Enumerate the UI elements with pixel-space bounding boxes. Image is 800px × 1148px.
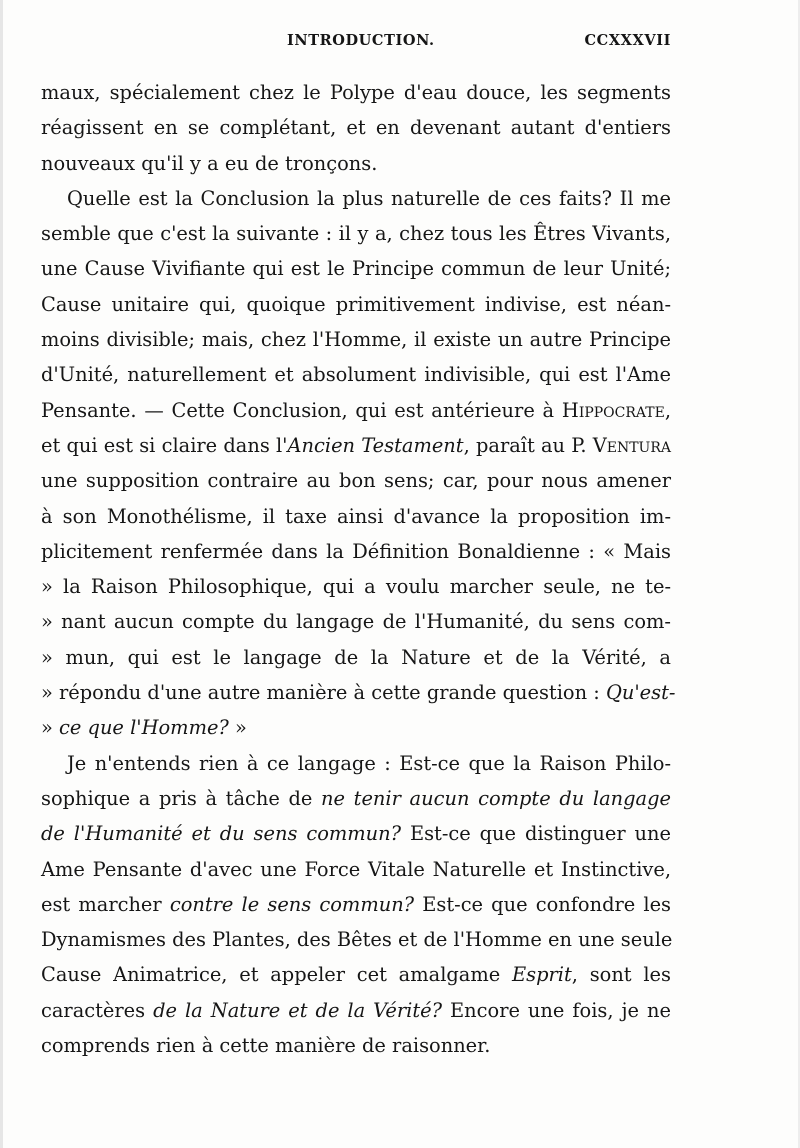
text-line: [41, 428, 671, 463]
running-head-title: INTRODUCTION.: [287, 32, 435, 49]
small-caps-name: Ventura: [592, 433, 671, 457]
text-run: Est-ce que distinguer une: [401, 822, 671, 846]
page-number: CCXXXVII: [584, 32, 671, 49]
text-line: [41, 534, 671, 569]
text-line: [41, 216, 671, 251]
small-caps-name: Hippocrate: [561, 398, 665, 422]
text-line: [41, 322, 671, 357]
text-line: [41, 357, 671, 392]
text-line: [41, 75, 671, 110]
italic-text: ne tenir aucun compte du langage: [321, 786, 671, 810]
text-run: Encore une fois, je ne: [442, 998, 671, 1022]
text-line: [41, 746, 671, 781]
text-run: d'Unité, naturellement et absolument indivisible, qui est l'Ame: [41, 363, 671, 387]
text-run: Cause Animatrice, et appeler cet amalgame: [41, 963, 512, 987]
text-line: [41, 1028, 671, 1063]
body-text: [41, 75, 676, 1063]
italic-text: contre le sens commun?: [169, 892, 415, 916]
text-line: [41, 499, 671, 534]
text-line: [41, 993, 671, 1028]
text-run: Cause unitaire qui, quoique primitivement indivise, est néan-: [41, 292, 671, 316]
text-line: [41, 675, 676, 710]
text-run: semble que c'est la suivante : il y a, chez tous les Êtres Vivants,: [41, 222, 671, 246]
italic-text: de la Nature et de la Vérité?: [153, 998, 443, 1022]
italic-text: ce que l'Homme?: [59, 716, 229, 740]
text-line: [41, 887, 671, 922]
text-line: [41, 569, 671, 604]
text-run: moins divisible; mais, chez l'Homme, il existe un autre Principe: [41, 328, 671, 352]
text-run: plicitement renfermée dans la Définition Bonaldienne : « Mais: [41, 539, 671, 563]
text-line: [41, 393, 671, 428]
text-line: [41, 710, 671, 745]
text-line: [41, 110, 671, 145]
text-run: » répondu d'une autre manière à cette grande question :: [41, 681, 606, 705]
text-run: maux, spécialement chez le Polype d'eau douce, les segments: [41, 81, 671, 104]
text-run: , paraît au P.: [463, 433, 593, 457]
text-line: [41, 922, 671, 957]
text-run: Pensante. — Cette Conclusion, qui est antérieure à: [41, 398, 562, 422]
text-run: comprends rien à cette manière de raisonner.: [41, 1034, 491, 1058]
text-run: » mun, qui est le langage de la Nature et de la Vérité, a: [41, 645, 671, 669]
text-run: »: [41, 716, 60, 740]
text-run: » la Raison Philosophique, qui a voulu marcher seule, ne te-: [41, 575, 671, 599]
text-run: » nant aucun compte du langage de l'Humanité, du sens com-: [41, 610, 671, 634]
text-run: , sont les: [571, 963, 671, 987]
text-line: [41, 640, 671, 675]
text-line: [41, 181, 671, 216]
text-run: est marcher: [41, 892, 170, 916]
text-run: Quelle est la Conclusion la plus naturelle de ces faits? Il me: [67, 186, 671, 210]
text-line: [41, 781, 671, 816]
running-head: [41, 32, 671, 54]
text-run: Ame Pensante d'avec une Force Vitale Naturelle et Instinctive,: [41, 857, 671, 881]
text-run: à son Monothélisme, il taxe ainsi d'avance la proposition im-: [41, 504, 671, 528]
text-run: caractères: [41, 998, 154, 1022]
italic-text: Ancien Testament: [287, 433, 464, 457]
text-line: [41, 146, 671, 181]
italic-text: Esprit: [511, 963, 572, 987]
text-line: [41, 251, 671, 286]
text-run: réagissent en se complétant, et en devenant autant d'entiers: [41, 116, 671, 140]
text-run: nouveaux qu'il y a eu de tronçons.: [41, 151, 378, 175]
text-run: ,: [664, 398, 671, 422]
italic-text: de l'Humanité et du sens commun?: [41, 822, 402, 846]
text-line: [41, 816, 671, 851]
text-run: Dynamismes des Plantes, des Bêtes et de l'Homme en une seule: [41, 928, 673, 952]
text-run: Je n'entends rien à ce langage : Est-ce que la Raison Philo-: [67, 751, 671, 775]
text-run: Est-ce que confondre les: [414, 892, 672, 916]
text-line: [41, 604, 671, 639]
text-run: sophique a pris à tâche de: [41, 786, 322, 810]
text-run: une Cause Vivifiante qui est le Principe commun de leur Unité;: [41, 257, 671, 281]
text-line: [41, 852, 671, 887]
italic-text: Qu'est-: [605, 681, 676, 705]
text-run: »: [228, 716, 247, 740]
text-line: [41, 957, 671, 992]
text-line: [41, 463, 671, 498]
text-run: une supposition contraire au bon sens; car, pour nous amener: [41, 469, 671, 493]
text-run: et qui est si claire dans l': [41, 433, 288, 457]
text-line: [41, 287, 671, 322]
